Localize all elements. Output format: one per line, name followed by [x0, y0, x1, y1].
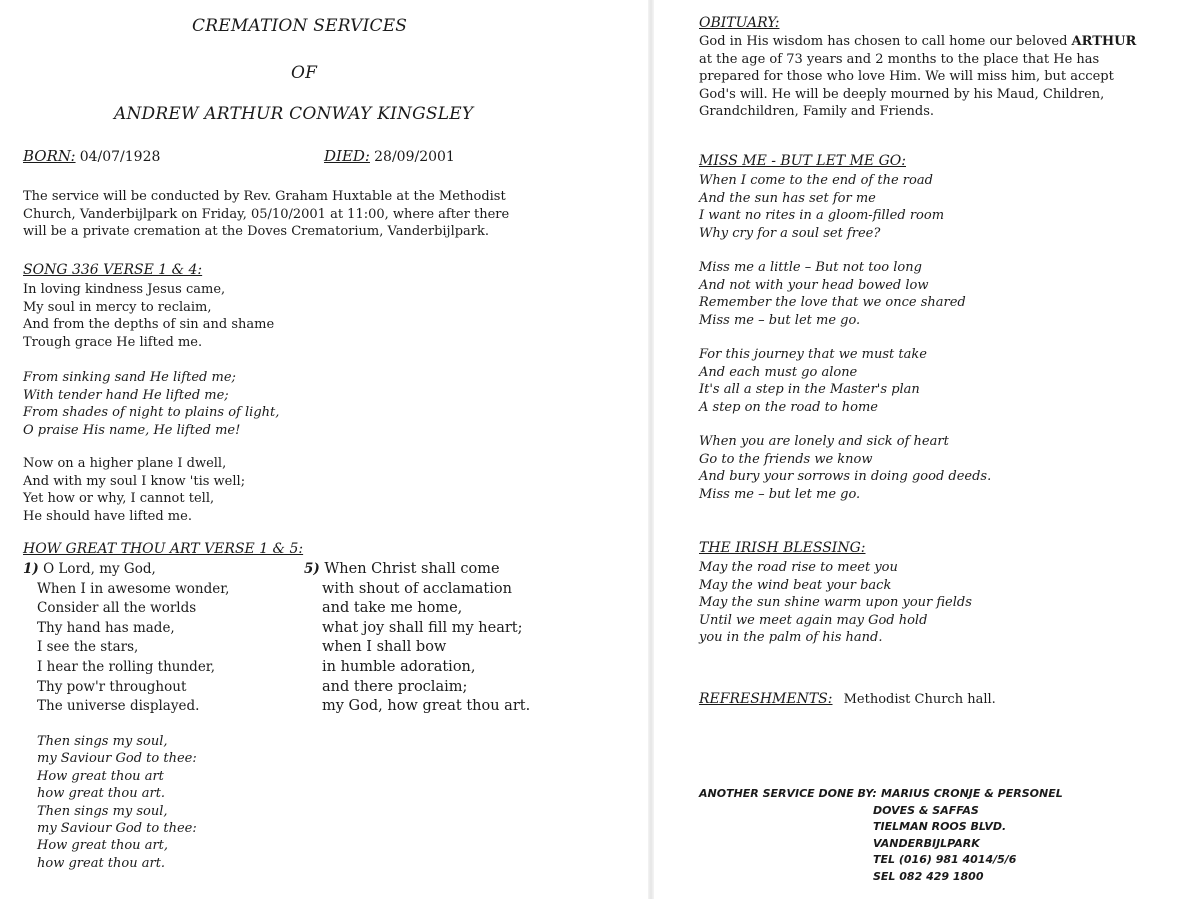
born-label: BORN:: [23, 147, 76, 165]
refreshments-label: REFRESHMENTS:: [699, 691, 833, 707]
lyric-line: When Christ shall come: [324, 561, 500, 577]
sponsor-line: DOVES & SAFFAS: [873, 803, 979, 817]
born-row: [23, 148, 160, 167]
obituary-text: [699, 33, 1136, 121]
poem-line: Miss me – but let me go.: [699, 486, 861, 502]
sponsor-label: ANOTHER SERVICE DONE BY:: [699, 787, 877, 800]
died-date: 28/09/2001: [374, 149, 455, 165]
obituary-line: at the age of 73 years and 2 months to the place that He has: [699, 51, 1100, 67]
sponsor-line: MARIUS CRONJE & PERSONEL: [881, 787, 1063, 800]
poem-stanza-4: [699, 433, 991, 503]
poem-line: And each must go alone: [699, 364, 858, 380]
poem-line: When I come to the end of the road: [699, 173, 933, 188]
blessing-line: you in the palm of his hand.: [699, 630, 883, 645]
poem-line: A step on the road to home: [699, 399, 878, 415]
lyric-line: O Lord, my God,: [43, 561, 156, 577]
service-line: The service will be conducted by Rev. Graham Huxtable at the Methodist: [23, 189, 506, 204]
service-line: will be a private cremation at the Doves Crematorium, Vanderbijlpark.: [23, 224, 490, 239]
lyric-line: what joy shall fill my heart;: [322, 619, 523, 636]
died-row: [324, 148, 455, 167]
lyric-line: Now on a higher plane I dwell,: [23, 456, 227, 471]
lyric-line: When I in awesome wonder,: [37, 580, 230, 597]
poem-line: Miss me – but let me go.: [699, 312, 861, 328]
lyric-line: Thy pow'r throughout: [37, 678, 187, 695]
sponsor-line: VANDERBIJLPARK: [873, 836, 980, 850]
poem-line: And bury your sorrows in doing good deeds.: [699, 469, 992, 484]
lyric-line: He should have lifted me.: [23, 508, 192, 524]
lyric-line: Consider all the worlds: [37, 600, 197, 617]
lyric-line: in humble adoration,: [322, 658, 476, 675]
lyric-line: and there proclaim;: [322, 678, 468, 695]
lyric-line: Yet how or why, I cannot tell,: [23, 491, 215, 506]
lyric-line: The universe displayed.: [37, 698, 200, 715]
verse-number-1: 1): [23, 561, 39, 577]
blessing-line: May the road rise to meet you: [699, 560, 898, 575]
verse-number-5: 5): [304, 561, 320, 577]
obituary-line: God's will. He will be deeply mourned by his Maud, Children,: [699, 86, 1105, 102]
poem-line: Remember the love that we once shared: [699, 295, 966, 310]
poem-line: And the sun has set for me: [699, 190, 876, 206]
lyric-line: how great thou art.: [37, 855, 166, 871]
song2-chorus: [37, 733, 197, 872]
poem-line: Miss me a little – But not too long: [699, 260, 922, 275]
lyric-line: How great thou art,: [37, 838, 169, 854]
poem-line: It's all a step in the Master's plan: [699, 382, 920, 397]
lyric-line: Thy hand has made,: [37, 619, 175, 636]
poem-line: And not with your head bowed low: [699, 277, 929, 293]
born-date: 04/07/1928: [79, 149, 161, 165]
right-page: [652, 0, 1200, 899]
lyric-line: From shades of night to plains of light,: [23, 405, 280, 420]
poem-line: For this journey that we must take: [699, 347, 927, 362]
obituary-name: ARTHUR: [1071, 34, 1137, 49]
poem-line: I want no rites in a gloom-filled room: [699, 208, 945, 223]
title-line-1: CREMATION SERVICES: [192, 16, 408, 36]
poem-stanza-3: [699, 346, 927, 416]
lyric-line: I hear the rolling thunder,: [37, 658, 216, 675]
lyric-line: How great thou art: [37, 768, 164, 784]
blessing-text: [699, 559, 972, 647]
poem-stanza-1: [699, 172, 944, 242]
obituary-heading: OBITUARY:: [699, 15, 780, 31]
obituary-line: God in His wisdom has chosen to call home our beloved: [699, 34, 1072, 49]
refreshments-value: Methodist Church hall.: [843, 692, 996, 707]
title-line-2: OF: [291, 63, 318, 83]
obituary-line: Grandchildren, Family and Friends.: [699, 104, 935, 119]
lyric-line: when I shall bow: [322, 639, 447, 656]
service-line: Church, Vanderbijlpark on Friday, 05/10/2001 at 11:00, where after there: [23, 206, 510, 222]
song1-verse1: [23, 281, 274, 351]
poem-heading: MISS ME - BUT LET ME GO:: [699, 153, 906, 169]
sponsor-line: TEL (016) 981 4014/5/6: [873, 853, 1017, 866]
sponsor-line: SEL 082 429 1800: [873, 869, 984, 883]
blessing-line: May the wind beat your back: [699, 577, 892, 593]
blessing-heading: THE IRISH BLESSING:: [699, 540, 866, 556]
lyric-line: my God, how great thou art.: [322, 698, 531, 715]
refreshments-row: [699, 688, 996, 709]
blessing-line: May the sun shine warm upon your fields: [699, 595, 972, 610]
died-label: DIED:: [324, 147, 370, 165]
lyric-line: Then sings my soul,: [37, 803, 168, 819]
service-details: [23, 188, 509, 241]
lyric-line: In loving kindness Jesus came,: [23, 282, 226, 297]
poem-line: When you are lonely and sick of heart: [699, 434, 949, 449]
lyric-line: Trough grace He lifted me.: [23, 334, 203, 350]
lyric-line: my Saviour God to thee:: [37, 751, 197, 767]
lyric-line: and take me home,: [322, 600, 463, 617]
song1-verse4: [23, 455, 245, 525]
sponsor-line: TIELMAN ROOS BLVD.: [873, 820, 1007, 833]
poem-stanza-2: [699, 259, 966, 329]
sponsor-details: [873, 786, 1063, 885]
obituary-line: prepared for those who love Him. We will miss him, but accept: [699, 69, 1114, 84]
lyric-line: with shout of acclamation: [322, 580, 512, 597]
lyric-line: And with my soul I know 'tis well;: [23, 473, 246, 489]
song1-heading: SONG 336 VERSE 1 & 4:: [23, 262, 203, 278]
song2-verse5: [304, 560, 530, 717]
lyric-line: how great thou art.: [37, 786, 166, 802]
poem-line: Go to the friends we know: [699, 451, 873, 467]
lyric-line: Then sings my soul,: [37, 734, 168, 749]
lyric-line: My soul in mercy to reclaim,: [23, 299, 212, 315]
lyric-line: With tender hand He lifted me;: [23, 387, 229, 403]
lyric-line: my Saviour God to thee:: [37, 821, 197, 837]
lyric-line: I see the stars,: [37, 639, 139, 656]
lyric-line: From sinking sand He lifted me;: [23, 370, 236, 385]
lyric-line: And from the depths of sin and shame: [23, 317, 275, 332]
song2-verse1: [23, 560, 229, 717]
poem-line: Why cry for a soul set free?: [699, 225, 881, 241]
song1-chorus: [23, 369, 279, 439]
blessing-line: Until we meet again may God hold: [699, 612, 928, 628]
lyric-line: O praise His name, He lifted me!: [23, 422, 241, 438]
song2-heading: HOW GREAT THOU ART VERSE 1 & 5:: [23, 541, 304, 557]
deceased-name: ANDREW ARTHUR CONWAY KINGSLEY: [114, 104, 474, 124]
